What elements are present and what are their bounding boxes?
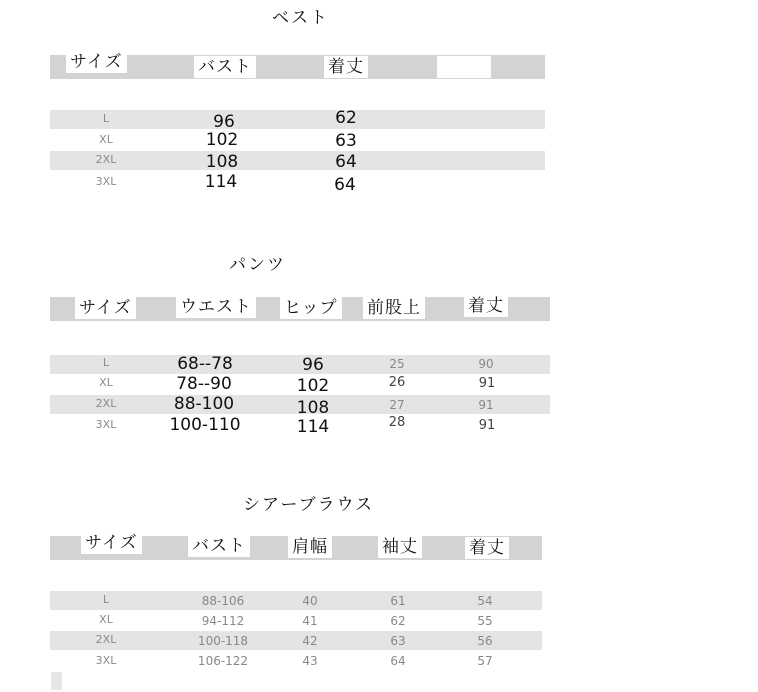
vest-header-blank [437, 56, 491, 78]
pants-title: パンツ [229, 255, 286, 275]
blouse-shoulder-cell: 41 [302, 614, 318, 628]
blouse-title: シアーブラウス [243, 495, 375, 515]
pants-header-hip: ヒップ [280, 297, 342, 319]
vest-length-cell: 64 [335, 152, 357, 172]
pants-header-rise: 前股上 [363, 297, 425, 319]
pants-length-cell: 91 [478, 376, 496, 391]
vest-header-size: サイズ [66, 51, 127, 73]
blouse-bust-cell: 94-112 [201, 614, 245, 628]
vest-bust-cell: 102 [205, 130, 239, 150]
vest-size-cell: XL [99, 133, 113, 146]
blouse-length-cell: 56 [477, 634, 493, 648]
blouse-length-cell: 57 [477, 654, 493, 668]
pants-hip-cell: 108 [296, 398, 330, 418]
pants-header-length: 着丈 [464, 295, 508, 317]
pants-hip-cell: 114 [296, 417, 330, 437]
pants-hip-cell: 96 [302, 355, 324, 375]
vest-bust-cell: 114 [204, 172, 238, 192]
vest-length-cell: 64 [334, 175, 356, 195]
blouse-length-cell: 55 [477, 614, 493, 628]
vest-row-band-2 [50, 151, 545, 170]
blouse-header-bust: バスト [188, 535, 250, 557]
pants-waist-cell: 68--78 [177, 354, 233, 374]
blouse-size-cell: L [102, 593, 110, 606]
vest-title: ベスト [272, 8, 329, 28]
blouse-size-cell: XL [99, 613, 113, 626]
pants-rise-cell: 26 [388, 375, 406, 390]
blouse-row-band-1 [50, 591, 542, 610]
blouse-size-cell: 3XL [95, 654, 117, 667]
blouse-shoulder-cell: 43 [302, 654, 318, 668]
blouse-header-shoulder: 肩幅 [288, 536, 332, 558]
blouse-shoulder-cell: 40 [302, 594, 318, 608]
blouse-row-band-2 [50, 631, 542, 650]
vest-row-band-1 [50, 110, 545, 129]
vest-size-cell: 2XL [95, 153, 117, 166]
vest-bust-cell: 96 [213, 112, 235, 132]
pants-header-size: サイズ [75, 297, 136, 319]
pants-waist-cell: 88-100 [173, 394, 235, 414]
blouse-size-cell: 2XL [95, 633, 117, 646]
pants-length-cell: 91 [478, 418, 496, 433]
pants-hip-cell: 102 [296, 376, 330, 396]
pants-size-cell: 3XL [95, 418, 117, 431]
blouse-shoulder-cell: 42 [302, 634, 318, 648]
pants-length-cell: 91 [478, 398, 494, 412]
blouse-sleeve-cell: 62 [390, 614, 406, 628]
pants-waist-cell: 100-110 [169, 415, 241, 435]
pants-size-cell: 2XL [95, 397, 117, 410]
blouse-sleeve-cell: 64 [390, 654, 406, 668]
blouse-bust-cell: 100-118 [197, 634, 249, 648]
vest-size-cell: L [102, 112, 110, 125]
vest-header-bust: バスト [194, 56, 256, 78]
blouse-bust-cell: 106-122 [197, 654, 249, 668]
pants-length-cell: 90 [478, 357, 494, 371]
pants-row-band-1 [50, 355, 550, 374]
vest-bust-cell: 108 [205, 152, 239, 172]
blouse-sleeve-cell: 63 [390, 634, 406, 648]
blouse-header-length: 着丈 [465, 537, 509, 559]
vest-length-cell: 62 [335, 108, 357, 128]
pants-rise-cell: 27 [389, 398, 405, 412]
vest-header-length: 着丈 [324, 56, 368, 78]
vest-size-cell: 3XL [95, 175, 117, 188]
blouse-length-cell: 54 [477, 594, 493, 608]
pants-size-cell: XL [99, 376, 113, 389]
pants-size-cell: L [102, 356, 110, 369]
blouse-header-sleeve: 袖丈 [378, 536, 422, 558]
pants-rise-cell: 25 [389, 357, 405, 371]
blouse-header-size: サイズ [81, 532, 142, 554]
vest-length-cell: 63 [335, 131, 357, 151]
pants-rise-cell: 28 [388, 415, 406, 430]
corner-mark [51, 672, 62, 690]
blouse-sleeve-cell: 61 [390, 594, 406, 608]
blouse-bust-cell: 88-106 [201, 594, 245, 608]
pants-waist-cell: 78--90 [176, 374, 232, 394]
pants-header-waist: ウエスト [176, 296, 256, 318]
